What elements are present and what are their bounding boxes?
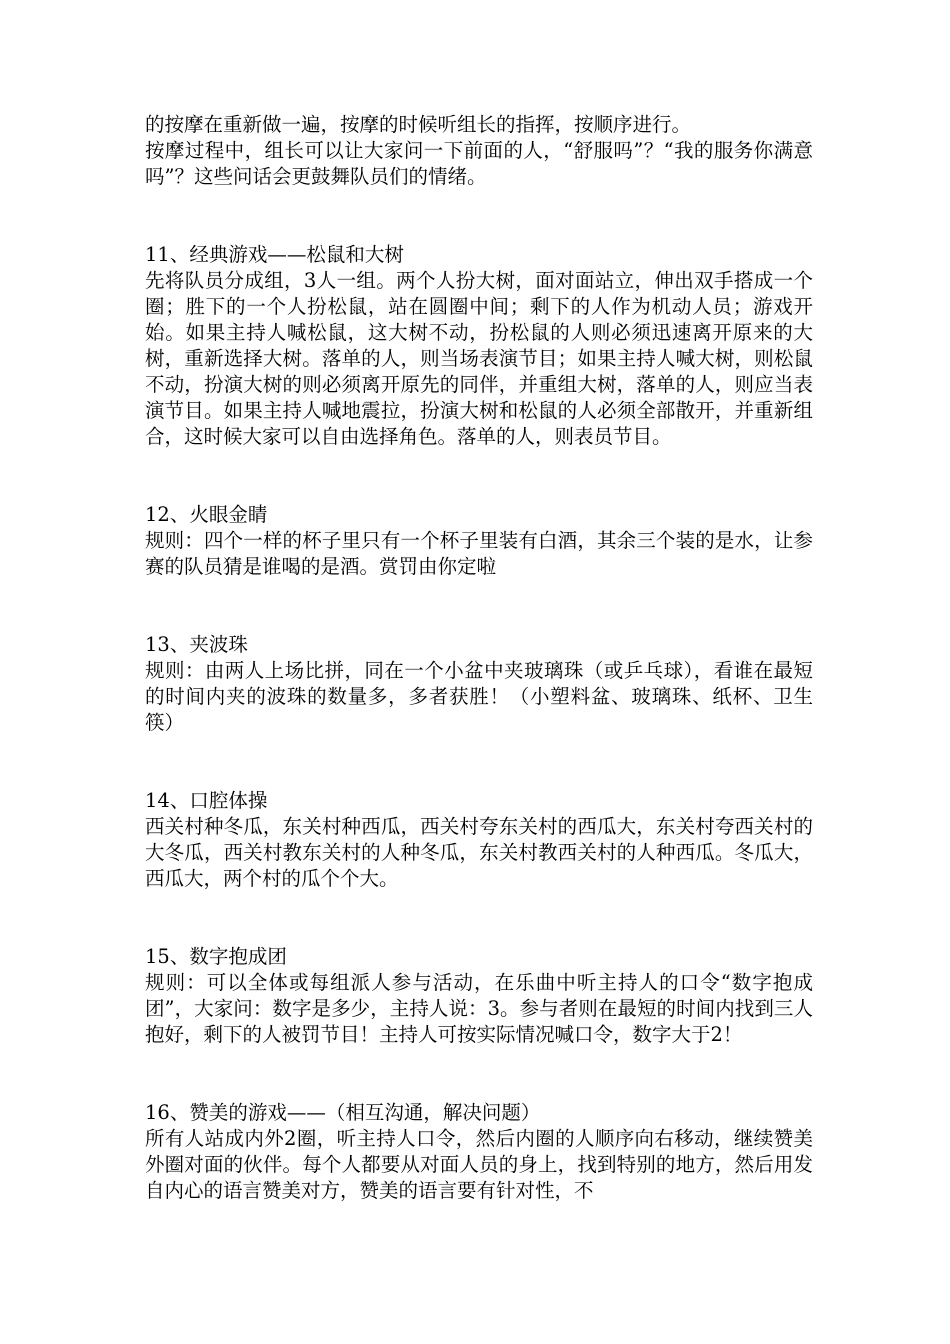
section-body: 西关村种冬瓜，东关村种西瓜，西关村夸东关村的西瓜大，东关村夸西关村的大冬瓜，西关村教东关村的人种冬瓜，东关村教西关村的人种西瓜。冬瓜大，西瓜大，两个村的瓜个个大。 bbox=[145, 815, 813, 890]
section-14 bbox=[145, 788, 813, 892]
intro-paragraph-2: 按摩过程中，组长可以让大家问一下前面的人，“舒服吗”？“我的服务你满意吗”？这些问话会更鼓舞队员们的情绪。 bbox=[145, 139, 813, 188]
intro-paragraph-1: 的按摩在重新做一遍，按摩的时候听组长的指挥，按顺序进行。 bbox=[145, 113, 692, 136]
section-heading: 13、夹波珠 bbox=[145, 633, 248, 656]
section-body: 规则：由两人上场比拼，同在一个小盆中夹玻璃珠（或乒乓球），看谁在最短的时间内夹的波珠的数量多，多者获胜！（小塑料盆、玻璃珠、纸杯、卫生筷） bbox=[145, 659, 813, 734]
section-13 bbox=[145, 632, 813, 736]
section-heading: 16、赞美的游戏——（相互沟通，解决问题） bbox=[145, 1101, 541, 1124]
section-body: 所有人站成内外2圈，听主持人口令，然后内圈的人顺序向右移动，继续赞美外圈对面的伙伴。每个人都要从对面人员的身上，找到特别的地方，然后用发自内心的语言赞美对方，赞美的语言要有针对性，不 bbox=[145, 1127, 813, 1202]
section-heading: 11、经典游戏——松鼠和大树 bbox=[145, 243, 404, 266]
section-16 bbox=[145, 1100, 813, 1204]
section-heading: 12、火眼金睛 bbox=[145, 503, 268, 526]
section-heading: 15、数字抱成团 bbox=[145, 945, 287, 968]
section-body: 规则：四个一样的杯子里只有一个杯子里装有白酒，其余三个装的是水，让参赛的队员猜是谁喝的是酒。赏罚由你定啦 bbox=[145, 529, 813, 578]
section-body: 规则：可以全体或每组派人参与活动，在乐曲中听主持人的口令“数字抱成团”，大家问：数字是多少，主持人说：3。参与者则在最短的时间内找到三人抱好，剩下的人被罚节目！主持人可按实际情况喊口令，数字大于2！ bbox=[145, 971, 813, 1046]
section-heading: 14、口腔体操 bbox=[145, 789, 268, 812]
section-11 bbox=[145, 242, 813, 450]
section-body: 先将队员分成组，3人一组。两个人扮大树，面对面站立，伸出双手搭成一个圈；胜下的一个人扮松鼠，站在圆圈中间；剩下的人作为机动人员；游戏开始。如果主持人喊松鼠，这大树不动，扮松鼠的人则必须迅速离开原来的大树，重新选择大树。落单的人，则当场表演节目；如果主持人喊大树，则松鼠不动，扮演大树的则必须离开原先的同伴，并重组大树，落单的人，则应当表演节目。如果主持人喊地震拉，扮演大树和松鼠的人必须全部散开，并重新组合，这时候大家可以自由选择角色。落单的人，则表员节目。 bbox=[145, 269, 813, 448]
section-12 bbox=[145, 502, 813, 580]
section-15 bbox=[145, 944, 813, 1048]
document-page bbox=[145, 112, 813, 1204]
